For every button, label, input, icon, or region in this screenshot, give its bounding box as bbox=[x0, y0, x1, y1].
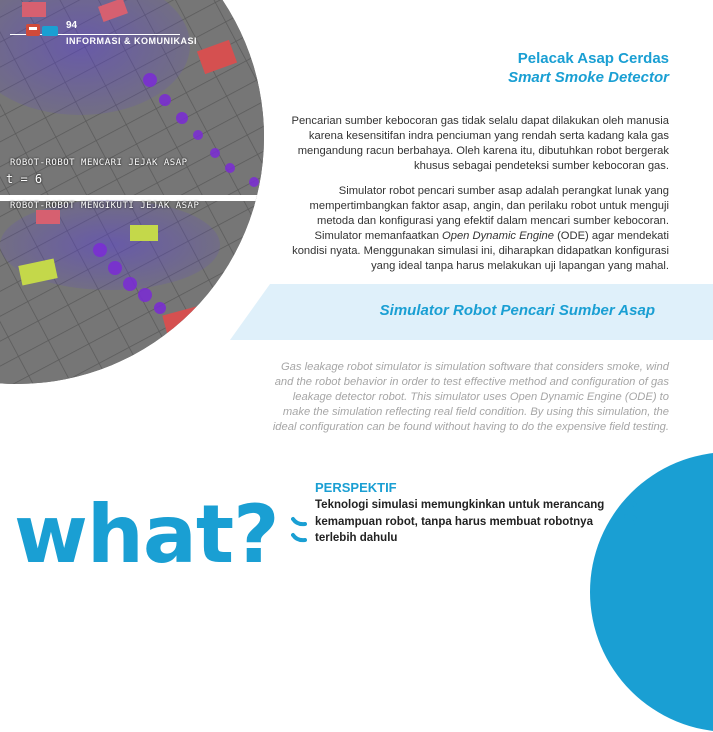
page-number: 94 bbox=[66, 20, 78, 31]
article-title: Pelacak Asap Cerdas bbox=[517, 50, 669, 67]
time-label: t = 6 bbox=[6, 172, 43, 186]
section-name: INFORMASI & KOMUNIKASI bbox=[66, 36, 197, 46]
open-quote-icon bbox=[291, 515, 313, 547]
scene-label-searching: ROBOT-ROBOT MENCARI JEJAK ASAP bbox=[10, 158, 188, 168]
paragraph-2 bbox=[289, 184, 669, 274]
quote-line-2: kemampuan robot, tanpa harus membuat robotnya bbox=[315, 516, 593, 528]
paragraph-1: Pencarian sumber kebocoran gas tidak selalu dapat dilakukan oleh manusia karena kesensitifan indra penciuman yang rendah serta kadang kala gas mengandung racun berbahaya. Oleh karena itu, dibutuhkan robot bergerak khusus sebagai pendeteksi sumber kebocoran gas. bbox=[291, 115, 669, 172]
article-title-english: Smart Smoke Detector bbox=[508, 69, 669, 86]
subtitle-banner-text: Simulator Robot Pencari Sumber Asap bbox=[379, 302, 655, 319]
paragraph-2-part-b: (ODE) agar mendekati kondisi nyata. Menggunakan simulasi ini, diharapkan didapatkan konfigurasi yang ideal tanpa harus melakukan uji lapangan yang mahal. bbox=[292, 230, 669, 272]
quote-line-1: Teknologi simulasi memungkinkan untuk merancang bbox=[315, 499, 605, 511]
paragraph-2-part-a: Simulator robot pencari sumber asap adalah perangkat lunak yang mempertimbangkan faktor asap, angin, dan perilaku robot untuk menguji metoda dan konfigurasi yang efektif dalam mencari sumber kebocoran. Simulator memanfaatkan bbox=[309, 185, 669, 242]
quote-line-3: terlebih dahulu bbox=[315, 532, 398, 544]
magazine-logo-icon bbox=[26, 22, 60, 40]
paragraph-2-emphasis: Open Dynamic Engine bbox=[442, 230, 554, 242]
close-quote-icon bbox=[622, 498, 644, 530]
corner-decoration bbox=[590, 452, 713, 732]
scene-label-following: ROBOT-ROBOT MENGIKUTI JEJAK ASAP bbox=[10, 201, 200, 211]
what-heading: what? bbox=[14, 488, 279, 581]
perspektif-label: PERSPEKTIF bbox=[315, 480, 397, 495]
simulation-scene bbox=[0, 0, 264, 384]
simulation-photo bbox=[0, 0, 264, 384]
english-summary: Gas leakage robot simulator is simulation software that considers smoke, wind and the robot behavior in order to test effective method and configuration of gas leakage detector robot. This simulator uses Open Dynamic Engine (ODE) to make the simulation reflecting real field condition. By using this simulation, the ideal configuration can be found without having to do the expensive field testing. bbox=[272, 361, 669, 433]
